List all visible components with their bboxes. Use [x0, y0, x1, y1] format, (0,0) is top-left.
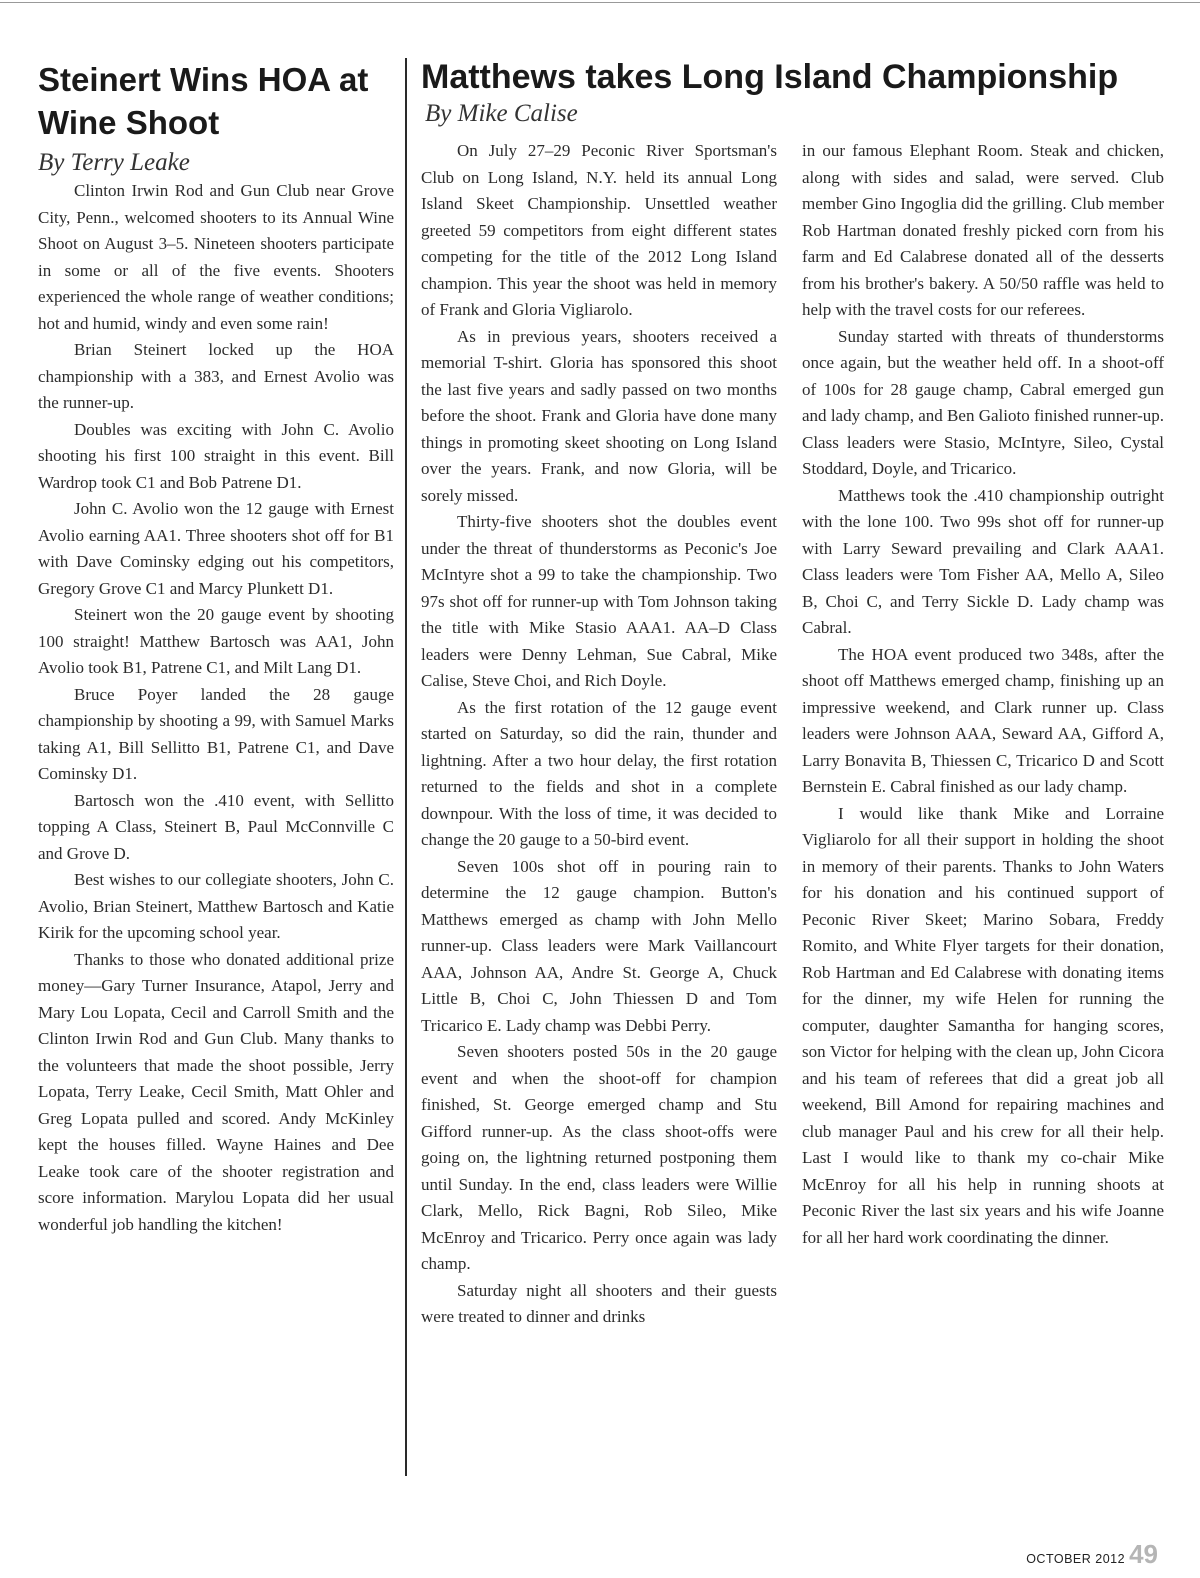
paragraph: Bartosch won the .410 event, with Sellitto topping A Class, Steinert B, Paul McConnville C and Grove D. — [38, 790, 394, 863]
paragraph: Doubles was exciting with John C. Avolio shooting his first 100 straight in this event. Bill Wardrop took C1 and Bob Patrene D1. — [38, 419, 394, 492]
left-article-title: Steinert Wins HOA at Wine Shoot — [38, 61, 369, 141]
paragraph: Best wishes to our collegiate shooters, John C. Avolio, Brian Steinert, Matthew Bartosch and Katie Kirik for the upcoming school year. — [38, 870, 394, 942]
right-article-column-2 — [802, 138, 1164, 1251]
paragraph: Thirty-five shooters shot the doubles event under the threat of thunderstorms as Peconic's Joe McIntyre shot a 99 to take the championship. Two 97s shot off for runner-up with Tom Johnson taking the title with Mike Stasio AAA1. AA–D Class leaders were Denny Lehman, Sue Cabral, Mike Calise, Steve Choi, and Rich Doyle. — [421, 512, 777, 690]
paragraph: Matthews took the .410 championship outright with the lone 100. Two 99s shot off for runner-up with Larry Seward prevailing and Clark AAA1. Class leaders were Tom Fisher AA, Mello A, Sileo B, Choi C, and Terry Sickle D. Lady champ was Cabral. — [802, 485, 1164, 637]
issue-date: OCTOBER 2012 — [1026, 1552, 1126, 1566]
page-footer — [1026, 1539, 1158, 1570]
left-article-byline: By Terry Leake — [38, 149, 190, 176]
column-divider — [405, 58, 407, 1476]
right-article-title: Matthews takes Long Island Championship — [421, 58, 1119, 96]
paragraph: Clinton Irwin Rod and Gun Club near Grove City, Penn., welcomed shooters to its Annual Wine Shoot on August 3–5. Nineteen shooters participate in some or all of the five events. Shooters experienced the whole range of weather conditions; hot and humid, windy and even some rain! — [38, 181, 394, 333]
paragraph: Bruce Poyer landed the 28 gauge championship by shooting a 99, with Samuel Marks taking A1, Bill Sellitto B1, Patrene C1, and Dave Cominsky D1. — [38, 684, 394, 783]
paragraph: John C. Avolio won the 12 gauge with Ernest Avolio earning AA1. Three shooters shot off for B1 with Dave Cominsky edging out his competitors, Gregory Grove C1 and Marcy Plunkett D1. — [38, 499, 394, 598]
right-article-header — [421, 57, 1181, 129]
top-rule — [0, 2, 1200, 3]
paragraph: I would like thank Mike and Lorraine Vigliarolo for all their support in holding the shoot in memory of their parents. Thanks to John Waters for his donation and his continued support of Peconic River Skeet; Marino Sobara, Freddy Romito, and White Flyer targets for their donation, Rob Hartman and Ed Calabrese with donating items for the dinner, my wife Helen for running the computer, daughter Samantha for hanging scores, son Victor for helping with the clean up, John Cicora and his team of referees that did a great job all weekend, Bill Amond for repairing machines and club manager Paul and his crew for all their help. Last I would like to thank my co-chair Mike McEnroy for all his help in running shoots at Peconic River the last six years and his wife Joanne for all her hard work coordinating the dinner. — [802, 803, 1164, 1247]
paragraph: Sunday started with threats of thunderstorms once again, but the weather held off. In a shoot-off of 100s for 28 gauge champ, Cabral emerged gun and lady champ, and Ben Galioto finished runner-up. Class leaders were Stasio, McIntyre, Sileo, Cystal Stoddard, Doyle, and Tricarico. — [802, 326, 1164, 478]
right-article-column-1 — [421, 138, 777, 1331]
paragraph: As the first rotation of the 12 gauge event started on Saturday, so did the rain, thunder and lightning. After a two hour delay, the first rotation returned to the fields and shot in a complete downpour. With the loss of time, it was decided to change the 20 gauge to a 50-bird event. — [421, 697, 777, 849]
left-article — [38, 58, 394, 1238]
paragraph: Seven shooters posted 50s in the 20 gauge event and when the shoot-off for champion finished, St. George emerged champ and Stu Gifford runner-up. As the class shoot-offs were going on, the lightning returned postponing them until Sunday. In the end, class leaders were Willie Clark, Mello, Rick Bagni, Rob Sileo, Mike McEnroy and Tricarico. Perry once again was lady champ. — [421, 1042, 777, 1273]
paragraph: Steinert won the 20 gauge event by shooting 100 straight! Matthew Bartosch was AA1, John Avolio took B1, Patrene C1, and Milt Lang D1. — [38, 605, 394, 677]
left-article-body — [38, 178, 394, 1238]
paragraph: Saturday night all shooters and their guests were treated to dinner and drinks — [421, 1280, 777, 1326]
paragraph: in our famous Elephant Room. Steak and chicken, along with sides and salad, were served. Club member Gino Ingoglia did the grilling. Club member Rob Hartman donated freshly picked corn from his farm and Ed Calabrese donated all of the desserts from his brother's bakery. A 50/50 raffle was held to help with the travel costs for our referees. — [802, 141, 1164, 319]
paragraph: Seven 100s shot off in pouring rain to determine the 12 gauge champion. Button's Matthews emerged as champ with John Mello runner-up. Class leaders were Mark Vaillancourt AAA, Johnson AA, Andre St. George A, Chuck Little B, Choi C, John Thiessen D and Tom Tricarico E. Lady champ was Debbi Perry. — [421, 856, 777, 1035]
paragraph: Brian Steinert locked up the HOA championship with a 383, and Ernest Avolio was the runner-up. — [38, 340, 394, 412]
paragraph: As in previous years, shooters received a memorial T-shirt. Gloria has sponsored this shoot the last five years and sadly passed on two months before the shoot. Frank and Gloria have done many things in promoting skeet shooting on Long Island over the years. Frank, and now Gloria, will be sorely missed. — [421, 326, 777, 505]
paragraph: The HOA event produced two 348s, after the shoot off Matthews emerged champ, finishing up an impressive weekend, and Clark runner up. Class leaders were Johnson AAA, Seward AA, Gifford A, Larry Bonavita B, Thiessen C, Tricarico D and Scott Bernstein E. Cabral finished as our lady champ. — [802, 644, 1164, 796]
right-article-byline: By Mike Calise — [425, 100, 578, 127]
paragraph: On July 27–29 Peconic River Sportsman's Club on Long Island, N.Y. held its annual Long Island Skeet Championship. Unsettled weather greeted 59 competitors from eight different states competing for the title of the 2012 Long Island champion. This year the shoot was held in memory of Frank and Gloria Vigliarolo. — [421, 141, 777, 319]
paragraph: Thanks to those who donated additional prize money—Gary Turner Insurance, Atapol, Jerry and Mary Lou Lopata, Cecil and Carroll Smith and the Clinton Irwin Rod and Gun Club. Many thanks to the volunteers that made the shoot possible, Jerry Lopata, Terry Leake, Cecil Smith, Matt Ohler and Greg Lopata pulled and scored. Andy McKinley kept the houses filled. Wayne Haines and Dee Leake took care of the shooter registration and score information. Marylou Lopata did her usual wonderful job handling the kitchen! — [38, 949, 394, 1234]
page-number: 49 — [1129, 1539, 1158, 1569]
